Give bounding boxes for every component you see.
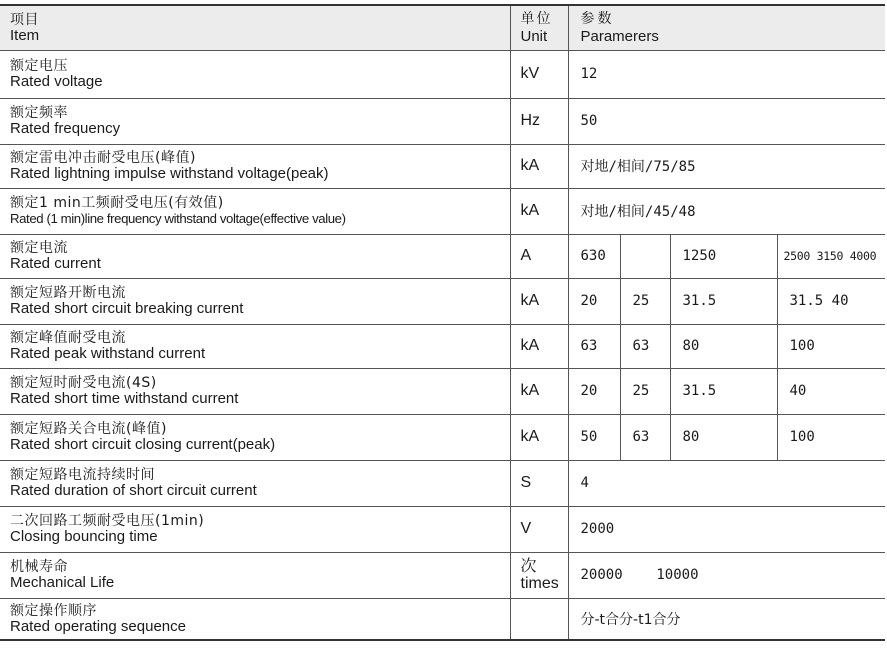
row-en: Rated short time withstand current: [10, 390, 239, 407]
row-zh: 额定电压: [10, 58, 68, 74]
row-cell: 80: [670, 414, 777, 460]
row-unit: kV: [510, 50, 568, 98]
row-label: [0, 188, 510, 234]
row-value: 对地/相间/75/85: [568, 144, 885, 188]
table-row: [0, 144, 885, 188]
row-label: [0, 414, 510, 460]
row-label: [0, 506, 510, 552]
row-zh: 额定电流: [10, 240, 68, 256]
row-label: [0, 144, 510, 188]
row-value: 20000 10000: [568, 552, 885, 598]
table-row: [0, 234, 885, 278]
row-unit: [510, 598, 568, 640]
row-label: [0, 368, 510, 414]
row-label: [0, 552, 510, 598]
header-param-zh: 参数: [580, 10, 615, 27]
table-row: [0, 188, 885, 234]
row-cell: 2500 3150 4000: [777, 234, 885, 278]
row-en: Rated operating sequence: [10, 617, 186, 635]
row-zh: 额定操作顺序: [10, 602, 97, 619]
row-en: Closing bouncing time: [10, 528, 158, 545]
row-zh: 额定雷电冲击耐受电压(峰值): [10, 150, 196, 166]
table-row: [0, 460, 885, 506]
row-en: Mechanical Life: [10, 574, 115, 591]
row-zh: 额定短路关合电流(峰值): [10, 421, 167, 437]
row-zh: 额定短路电流持续时间: [10, 467, 155, 483]
row-cell: 63: [620, 324, 670, 368]
row-unit: A: [510, 234, 568, 278]
table-row: [0, 506, 885, 552]
row-cell: [620, 234, 670, 278]
row-unit: Hz: [510, 98, 568, 144]
row-cell: 40: [777, 368, 885, 414]
row-cell: 31.5: [670, 368, 777, 414]
row-unit: V: [510, 506, 568, 552]
table-row: [0, 50, 885, 98]
row-zh: 额定峰值耐受电流: [10, 330, 126, 346]
header-unit-en: Unit: [520, 27, 548, 45]
row-label: [0, 598, 510, 640]
header-item: [0, 5, 510, 50]
row-label: [0, 98, 510, 144]
row-zh: 二次回路工频耐受电压(1min): [10, 513, 205, 529]
row-en: Rated short circuit breaking current: [10, 300, 244, 317]
row-label: [0, 278, 510, 324]
row-en: Rated (1 min)line frequency withstand voltage(effective value): [10, 211, 346, 226]
table-row: [0, 414, 885, 460]
row-label: [0, 234, 510, 278]
row-zh: 额定1 min工频耐受电压(有效值): [10, 195, 224, 211]
header-item-zh: 项目: [10, 11, 39, 28]
row-value: 12: [568, 50, 885, 98]
row-cell: 25: [620, 368, 670, 414]
row-cell: 630: [568, 234, 620, 278]
row-unit-en: times: [520, 575, 559, 592]
row-value: 分-t合分-t1合分: [568, 598, 885, 640]
row-cell: 63: [568, 324, 620, 368]
row-en: Rated peak withstand current: [10, 345, 206, 362]
table-row: [0, 98, 885, 144]
row-label: [0, 324, 510, 368]
row-zh: 额定短路开断电流: [10, 285, 126, 301]
row-cell: 100: [777, 414, 885, 460]
row-unit: kA: [510, 414, 568, 460]
row-en: Rated frequency: [10, 120, 121, 137]
table-row: [0, 552, 885, 598]
row-cell: 20: [568, 278, 620, 324]
row-cell: 31.5: [670, 278, 777, 324]
row-zh: 机械寿命: [10, 559, 68, 575]
row-unit: [510, 552, 568, 598]
row-value: 对地/相间/45/48: [568, 188, 885, 234]
header-unit-zh: 单位: [520, 10, 553, 27]
header-param-en: Paramerers: [580, 27, 659, 45]
table-row: [0, 368, 885, 414]
row-cell: 63: [620, 414, 670, 460]
row-cell: 100: [777, 324, 885, 368]
header-unit: [510, 5, 568, 50]
row-label: [0, 50, 510, 98]
row-value: 4: [568, 460, 885, 506]
row-unit: kA: [510, 278, 568, 324]
row-cell: 20: [568, 368, 620, 414]
row-en: Rated short circuit closing current(peak): [10, 436, 276, 453]
row-value: 2000: [568, 506, 885, 552]
row-zh: 额定频率: [10, 105, 68, 121]
parameters-table: [0, 4, 885, 641]
header-param: [568, 5, 885, 50]
row-en: Rated lightning impulse withstand voltage(peak): [10, 165, 329, 182]
row-zh: 额定短时耐受电流(4S): [10, 375, 157, 391]
row-cell: 25: [620, 278, 670, 324]
row-en: Rated voltage: [10, 73, 103, 90]
row-cell: 50: [568, 414, 620, 460]
row-en: Rated current: [10, 255, 101, 272]
row-unit-zh: 次: [520, 558, 537, 575]
row-label: [0, 460, 510, 506]
row-value: 50: [568, 98, 885, 144]
row-cell: 31.5 40: [777, 278, 885, 324]
row-unit: S: [510, 460, 568, 506]
header-item-en: Item: [10, 26, 40, 44]
row-en: Rated duration of short circuit current: [10, 482, 257, 499]
row-unit: kA: [510, 188, 568, 234]
row-unit: kA: [510, 368, 568, 414]
header-row: [0, 5, 885, 50]
row-unit: kA: [510, 324, 568, 368]
table-row: [0, 324, 885, 368]
row-cell: 80: [670, 324, 777, 368]
row-cell: 1250: [670, 234, 777, 278]
row-unit: kA: [510, 144, 568, 188]
table-row: [0, 598, 885, 640]
table-row: [0, 278, 885, 324]
